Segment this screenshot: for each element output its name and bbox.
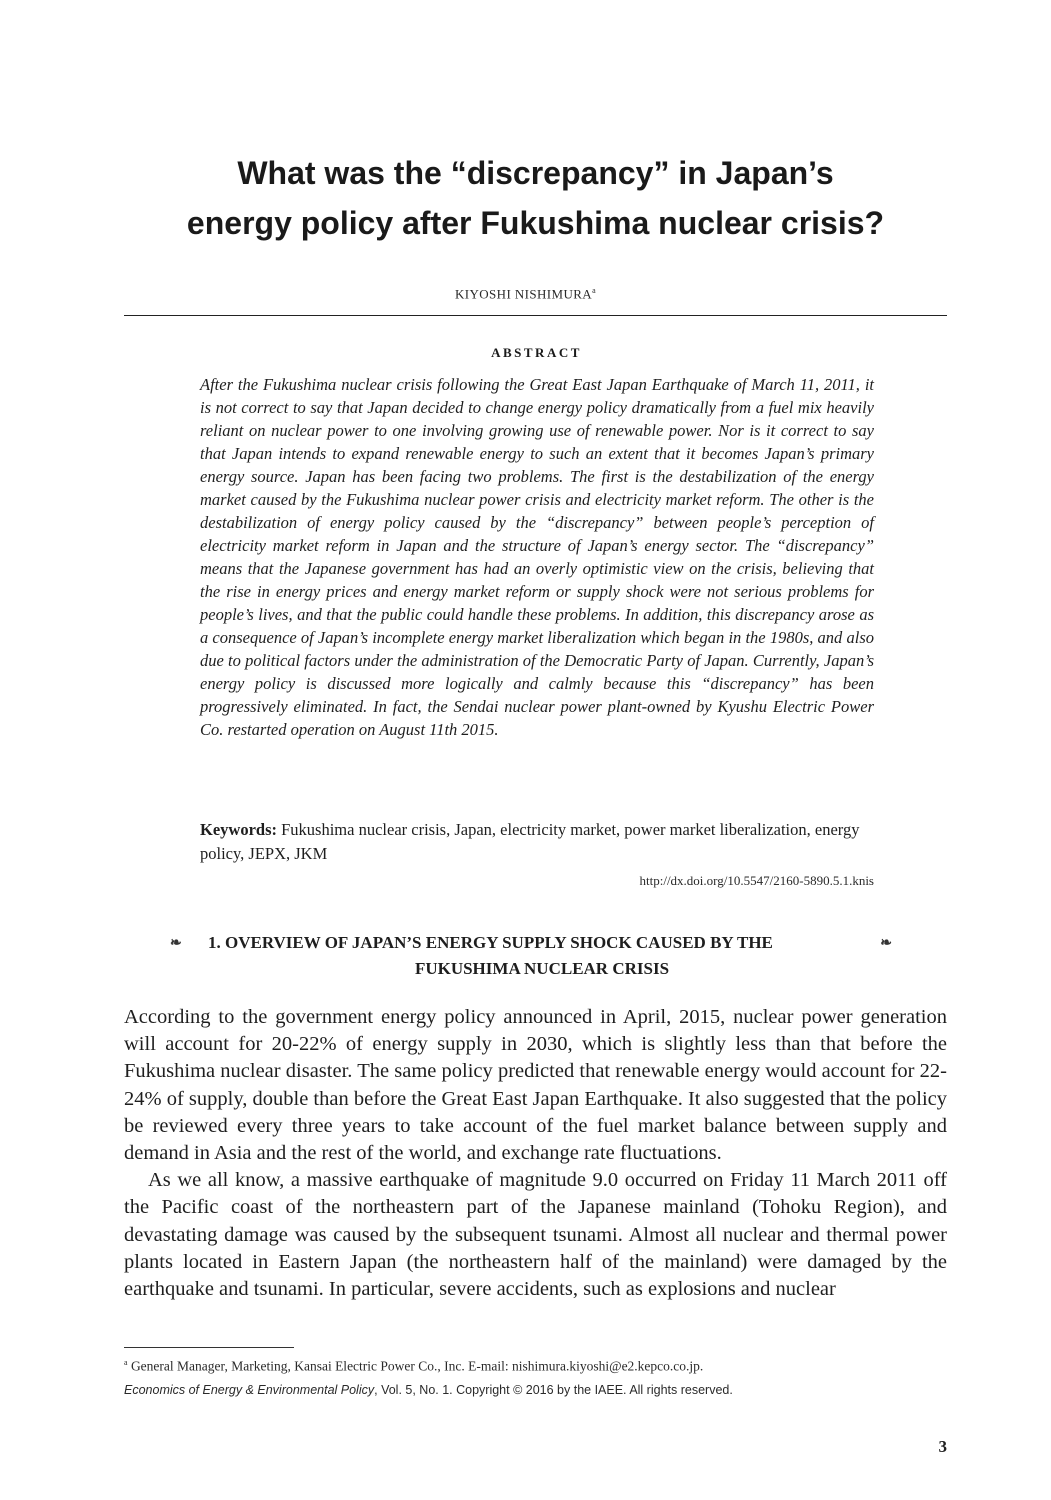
abstract-text: After the Fukushima nuclear crisis following the Great East Japan Earthquake of March 11, 2011, it is not correct to say that Japan decided to change energy policy dramatically from a fuel mix heavily reliant on nuclear power to one involving growing use of renewable power. Nor is it correct to say that Japan intends to expand renewable energy to such an extent that it becomes Japan’s primary energy source. Japan has been facing two problems. The first is the destabilization of the energy market caused by the Fukushima nuclear power crisis and electricity market reform. The other is the destabilization of energy policy caused by the “discrepancy” between people’s perception of electricity market reform in Japan and the structure of Japan’s energy sector. The “discrepancy” means that the Japanese government has had an overly optimistic view on the crisis, believing that the rise in energy prices and energy market reform or supply shock were not serious problems for people’s lives, and that the public could handle these problems. In addition, this discrepancy arose as a consequence of Japan’s incomplete energy market liberalization which began in the 1980s, and also due to political factors under the administration of the Democratic Party of Japan. Currently, Japan’s energy policy is discussed more logically and calmly because this “discrepancy” has been progressively eliminated. In fact, the Sendai nuclear power plant-owned by Kyushu Electric Power Co. restarted operation on August 11th 2015. [200,375,874,739]
journal-line [124,1383,947,1397]
title-line-2: energy policy after Fukushima nuclear crisis? [186,205,885,241]
footnote [124,1358,947,1375]
journal-name: Economics of Energy & Environmental Policy [124,1383,375,1397]
author-footnote-marker: a [592,286,597,295]
footnote-marker: a [124,1358,128,1367]
keywords-label: Keywords: [200,820,277,839]
body-text [124,1004,947,1303]
abstract-heading: ABSTRACT [491,345,582,360]
section-heading-line-1: 1. OVERVIEW OF JAPAN’S ENERGY SUPPLY SHOCK CAUSED BY THE [208,933,773,952]
section-heading [170,930,900,982]
body-paragraph-2: As we all know, a massive earthquake of magnitude 9.0 occurred on Friday 11 March 2011 off the Pacific coast of the northeastern part of the Japanese mainland (Tohoku Region), and devastating damage was caused by the subsequent tsunami. Almost all nuclear and thermal power plants located in Eastern Japan (the northeastern half of the mainland) were damaged by the earthquake and tsunami. In particular, severe accidents, such as explosions and nuclear [124,1169,947,1301]
ornament-right-icon: ❧ [880,936,892,951]
footnote-text: General Manager, Marketing, Kansai Electric Power Co., Inc. E-mail: nishimura.kiyoshi@e2.kepco.co.jp. [130,1358,704,1374]
journal-copyright: , Vol. 5, No. 1. Copyright © 2016 by the IAEE. All rights reserved. [374,1383,733,1397]
ornament-left-icon: ❧ [170,936,182,951]
page-number: 3 [938,1437,947,1456]
keywords [200,818,874,866]
body-paragraph-1: According to the government energy policy announced in April, 2015, nuclear power generation will account for 20-22% of energy supply in 2030, which is slightly less than that before the Fukushima nuclear disaster. The same policy predicted that renewable energy would account for 22-24% of supply, double than before the Great East Japan Earthquake. It also suggested that the policy be reviewed every three years to take account of the fuel market balance between supply and demand in Asia and the rest of the world, and exchange rate fluctuations. [124,1006,947,1165]
section-heading-line-2: FUKUSHIMA NUCLEAR CRISIS [414,959,670,978]
doi-link[interactable]: http://dx.doi.org/10.5547/2160-5890.5.1.knis [639,873,874,888]
author-line [0,286,1051,302]
paper-title [120,148,951,248]
title-line-1: What was the “discrepancy” in Japan’s [237,155,834,191]
header-rule [124,315,947,316]
author-name: KIYOSHI NISHIMURA [454,286,593,302]
footnote-rule [124,1347,294,1348]
keywords-text: Fukushima nuclear crisis, Japan, electricity market, power market liberalization, energy policy, JEPX, JKM [200,820,860,863]
